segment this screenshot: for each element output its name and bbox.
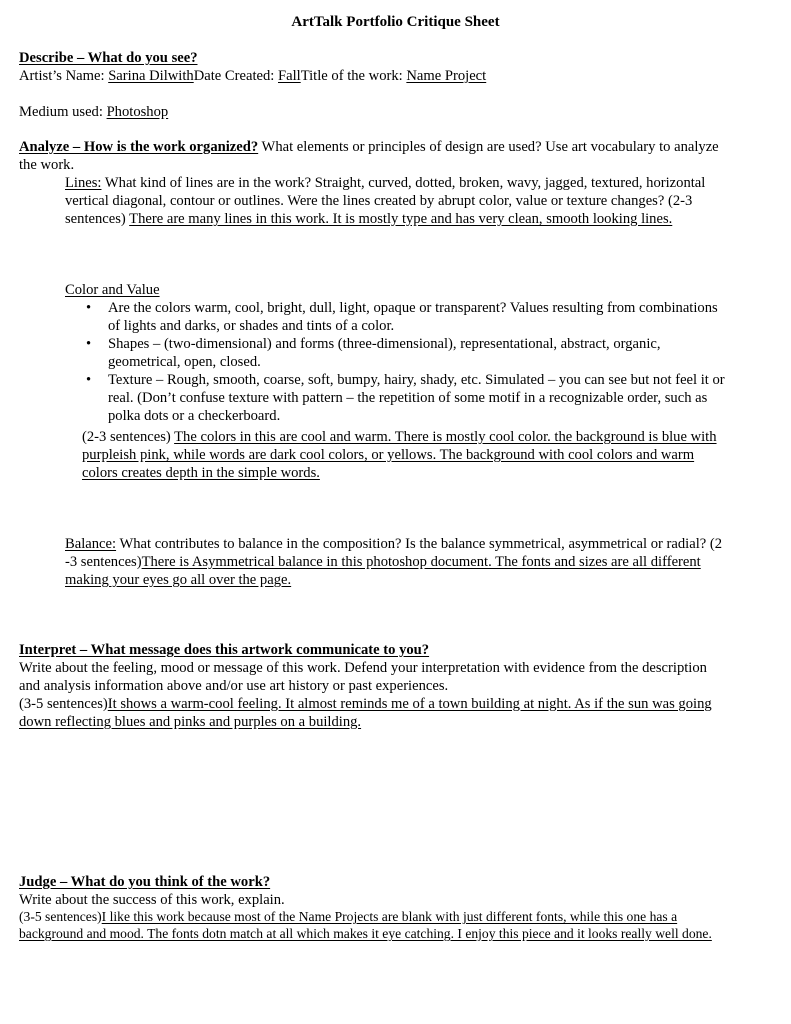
- lines-question-line-2: vertical diagonal, contour or outlines. Were the lines created by abrupt color, value or texture changes? (2-3: [65, 193, 693, 209]
- lines-answer: There are many lines in this work. It is mostly type and has very clean, smooth looking lines.: [129, 211, 673, 227]
- color-answer-line-2: purpleish pink, while words are dark cool colors, or yellows. The background with cool colors and warm: [82, 447, 695, 463]
- interpret-sentences-label: (3-5 sentences): [19, 696, 108, 712]
- interpret-question-line-1: Write about the feeling, mood or message of this work. Defend your interpretation with evidence from the description: [19, 660, 707, 676]
- judge-answer-line-1: [19, 908, 677, 926]
- balance-question: What contributes to balance in the composition? Is the balance symmetrical, asymmetrical or radial? (2: [116, 536, 723, 552]
- bullet-shapes: [82, 335, 772, 371]
- lines-sentences-label: sentences): [65, 211, 130, 227]
- page-title: ArtTalk Portfolio Critique Sheet: [291, 14, 500, 30]
- interpret-question-line-2: and analysis information above and/or use art history or past experiences.: [19, 678, 449, 694]
- balance-question-line-1: [65, 535, 722, 553]
- bullet-colors: [82, 299, 772, 335]
- analyze-line-1: [19, 138, 719, 156]
- artist-name-label: Artist’s Name:: [19, 68, 109, 84]
- medium-value: Photoshop: [106, 104, 169, 120]
- interpret-answer-line-1: [19, 695, 712, 713]
- lines-answer-line: [65, 210, 672, 228]
- color-answer-line-3: colors creates depth in the simple words.: [82, 465, 320, 481]
- work-title-value: Name Project: [406, 68, 487, 84]
- lines-label: Lines:: [65, 175, 102, 191]
- judge-answer-line-2: background and mood. The fonts dotn match at all which makes it eye catching. I enjoy this piece and it looks really well done.: [19, 926, 712, 941]
- bullet-texture-line-1: • Texture – Rough, smooth, coarse, soft, bumpy, hairy, shady, etc. Simulated – you can see but not feel it or: [108, 372, 725, 388]
- date-created-value: Fall: [278, 68, 301, 84]
- work-title-label: Title of the work:: [300, 68, 407, 84]
- analyze-heading: Analyze – How is the work organized?: [19, 139, 259, 155]
- balance-sentences-label: -3 sentences): [65, 554, 142, 570]
- medium-line: [19, 103, 168, 121]
- balance-label: Balance:: [65, 536, 117, 552]
- balance-answer-line-1: [65, 553, 701, 571]
- medium-label: Medium used:: [19, 104, 107, 120]
- judge-question: Write about the success of this work, explain.: [19, 892, 285, 908]
- bullet-shapes-line-2: geometrical, open, closed.: [108, 354, 261, 370]
- bullet-colors-line-2: of lights and darks, or shades and tints of a color.: [108, 318, 395, 334]
- interpret-heading: Interpret – What message does this artwork communicate to you?: [19, 642, 430, 658]
- describe-info-line: [19, 67, 486, 85]
- color-value-bullets: [82, 299, 772, 425]
- bullet-texture: [82, 371, 772, 425]
- color-value-label: Color and Value: [65, 282, 160, 298]
- analyze-prompt: What elements or principles of design are used? Use art vocabulary to analyze: [258, 139, 719, 155]
- color-answer-1: The colors in this are cool and warm. There is mostly cool color. the background is blue with: [174, 429, 717, 445]
- analyze-prompt-cont: the work.: [19, 157, 75, 173]
- describe-heading: Describe – What do you see?: [19, 50, 198, 66]
- judge-answer-1: I like this work because most of the Name Projects are blank with just different fonts, while this one has a: [101, 909, 678, 924]
- lines-question-line-1: [65, 174, 705, 192]
- interpret-answer-1: It shows a warm-cool feeling. It almost reminds me of a town building at night. As if the sun was going: [107, 696, 712, 712]
- judge-sentences-label: (3-5 sentences): [19, 909, 102, 924]
- bullet-texture-line-3: polka dots or a checkerboard.: [108, 408, 281, 424]
- interpret-answer-line-2: down reflecting blues and pinks and purples on a building.: [19, 714, 362, 730]
- bullet-texture-line-2: real. (Don’t confuse texture with pattern – the repetition of some motif in a recognizable order, such as: [108, 390, 708, 406]
- bullet-colors-line-1: • Are the colors warm, cool, bright, dull, light, opaque or transparent? Values resulting from combinations: [108, 300, 718, 316]
- balance-answer-line-2: making your eyes go all over the page.: [65, 572, 292, 588]
- artist-name-value: Sarina Dilwith: [108, 68, 194, 84]
- judge-heading: Judge – What do you think of the work?: [19, 874, 271, 890]
- lines-question: What kind of lines are in the work? Straight, curved, dotted, broken, wavy, jagged, textured, horizontal: [101, 175, 706, 191]
- color-answer-line-1: [82, 428, 717, 446]
- color-sentences-label: (2-3 sentences): [82, 429, 175, 445]
- balance-answer-1: There is Asymmetrical balance in this photoshop document. The fonts and sizes are all different: [141, 554, 701, 570]
- date-created-label: Date Created:: [193, 68, 278, 84]
- bullet-shapes-line-1: • Shapes – (two-dimensional) and forms (three-dimensional), representational, abstract, organic,: [108, 336, 661, 352]
